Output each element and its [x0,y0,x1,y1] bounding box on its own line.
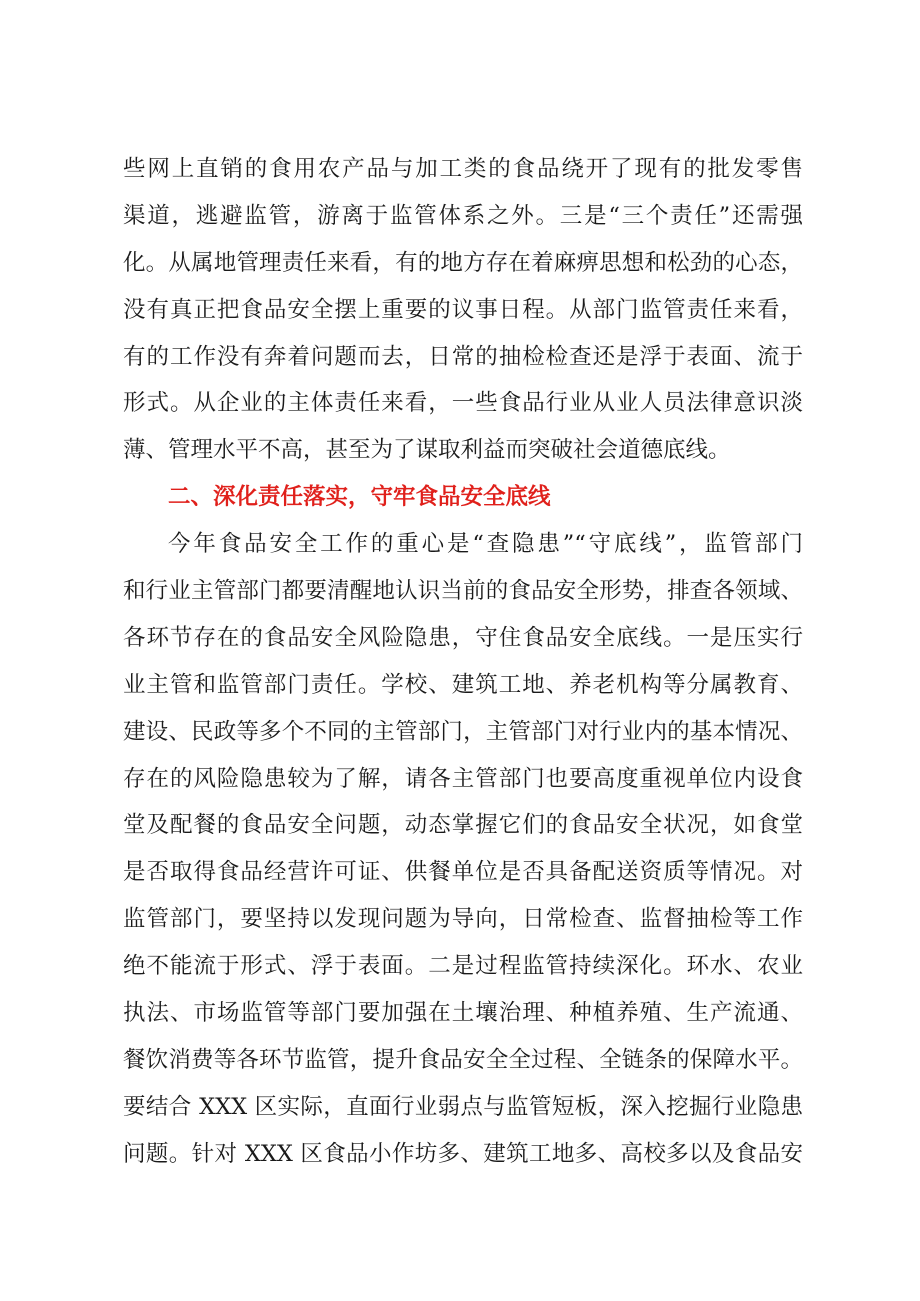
document-body [123,146,803,1178]
paragraph-line: 是否取得食品经营许可证、供餐单位是否具备配送资质等情况。对 [123,859,803,886]
paragraph-line: 餐饮消费等各环节监管，提升食品安全全过程、全链条的保障水平。 [123,1046,803,1073]
paragraph-line: 执法、市场监管等部门要加强在土壤治理、种植养殖、生产流通、 [123,1000,803,1027]
paragraph-line: 各环节存在的食品安全风险隐患，守住食品安全底线。一是压实行 [123,624,803,651]
section-heading: 二、深化责任落实，守牢食品安全底线 [168,484,551,511]
paragraph-1 [123,146,803,474]
paragraph-line: 要结合 XXX 区实际，直面行业弱点与监管短板，深入挖掘行业隐患 [123,1093,803,1120]
paragraph-line: 有的工作没有奔着问题而去，日常的抽检检查还是浮于表面、流于 [123,343,803,370]
paragraph-line: 问题。针对 XXX 区食品小作坊多、建筑工地多、高校多以及食品安 [123,1140,803,1167]
paragraph-line: 堂及配餐的食品安全问题，动态掌握它们的食品安全状况，如食堂 [123,812,803,839]
paragraph-line: 绝不能流于形式、浮于表面。二是过程监管持续深化。环水、农业 [123,953,803,980]
paragraph-line: 渠道，逃避监管，游离于监管体系之外。三是“三个责任”还需强 [123,202,803,229]
paragraph-line: 化。从属地管理责任来看，有的地方存在着麻痹思想和松劲的心态， [123,249,803,276]
paragraph-line: 和行业主管部门都要清醒地认识当前的食品安全形势，排查各领域、 [123,578,803,605]
paragraph-line: 没有真正把食品安全摆上重要的议事日程。从部门监管责任来看， [123,296,803,323]
paragraph-line: 些网上直销的食用农产品与加工类的食品绕开了现有的批发零售 [123,156,803,182]
paragraph-line: 存在的风险隐患较为了解，请各主管部门也要高度重视单位内设食 [123,765,803,792]
paragraph-line: 监管部门，要坚持以发现问题为导向，日常检查、监督抽检等工作 [123,906,803,933]
paragraph-line: 业主管和监管部门责任。学校、建筑工地、养老机构等分属教育、 [123,671,803,698]
paragraph-line: 今年食品安全工作的重心是“查隐患”“守底线”，监管部门 [168,531,803,558]
paragraph-2 [123,521,803,1177]
paragraph-line: 建设、民政等多个不同的主管部门，主管部门对行业内的基本情况、 [123,718,803,745]
paragraph-line: 薄、管理水平不高，甚至为了谋取利益而突破社会道德底线。 [123,437,731,464]
paragraph-line: 形式。从企业的主体责任来看，一些食品行业从业人员法律意识淡 [123,390,803,417]
